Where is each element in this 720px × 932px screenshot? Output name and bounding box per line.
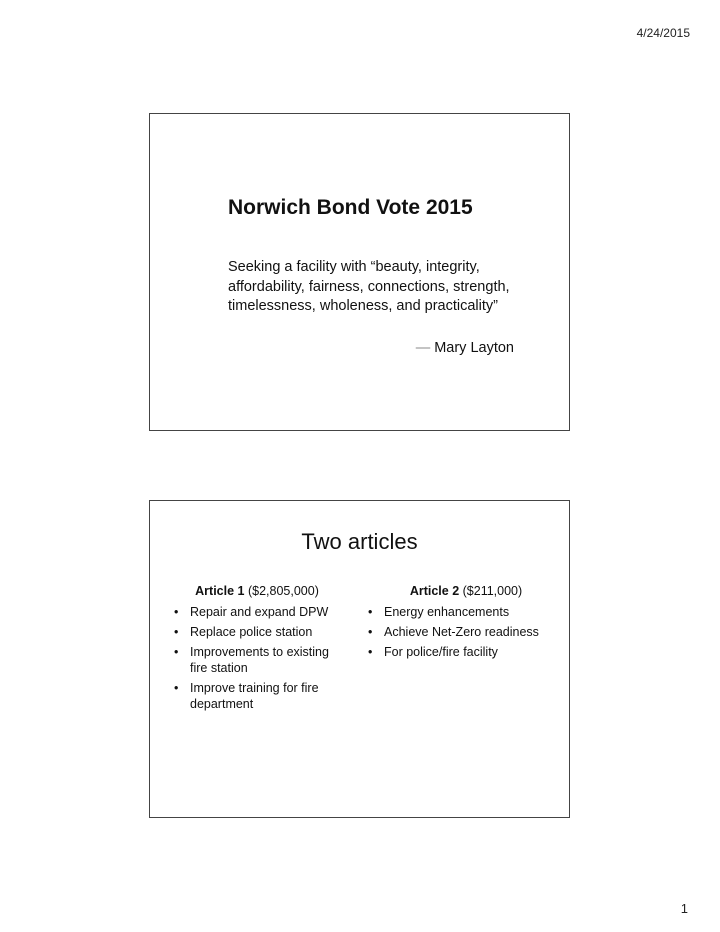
bullet-icon: • [174, 681, 179, 695]
article-2-heading [366, 583, 566, 599]
list-item [172, 604, 342, 620]
list-item-text: Improvements to existing fire station [190, 645, 329, 675]
em-dash: — [415, 340, 431, 356]
article-1-heading [172, 583, 342, 599]
list-item [366, 644, 566, 660]
slide-2 [149, 500, 570, 818]
attribution-name: Mary Layton [434, 340, 514, 356]
page-number: 1 [680, 901, 688, 916]
list-item [172, 624, 342, 640]
bullet-icon: • [174, 625, 179, 639]
list-item-text: Improve training for fire department [190, 681, 319, 711]
list-item [366, 624, 566, 640]
article-1-list [172, 604, 342, 712]
article-1-label: Article 1 [195, 584, 245, 598]
list-item [366, 604, 566, 620]
article-2-column [366, 583, 566, 664]
bullet-icon: • [368, 645, 373, 659]
slide-title: Two articles [301, 529, 418, 554]
bullet-icon: • [368, 625, 373, 639]
article-2-list [366, 604, 566, 660]
list-item-text: For police/fire facility [384, 645, 498, 659]
list-item-text: Achieve Net-Zero readiness [384, 625, 539, 639]
article-1-amount: ($2,805,000) [247, 584, 319, 598]
list-item-text: Replace police station [190, 625, 313, 639]
slide-title: Norwich Bond Vote 2015 [228, 196, 473, 219]
list-item-text: Energy enhancements [384, 605, 510, 619]
bullet-icon: • [368, 605, 373, 619]
list-item [172, 680, 342, 712]
article-1-column [172, 583, 342, 716]
quote-attribution [416, 340, 514, 356]
bullet-icon: • [174, 645, 179, 659]
article-2-label: Article 2 [409, 584, 460, 598]
list-item [172, 644, 342, 676]
article-2-amount: ($211,000) [462, 584, 523, 598]
list-item-text: Repair and expand DPW [190, 605, 329, 619]
quote-text: Seeking a facility with “beauty, integrity, affordability, fairness, connections, strength, timelessness, wholeness, and practicality” [228, 259, 510, 314]
bullet-icon: • [174, 605, 179, 619]
slide-1 [149, 113, 570, 431]
print-date: 4/24/2015 [636, 26, 690, 40]
